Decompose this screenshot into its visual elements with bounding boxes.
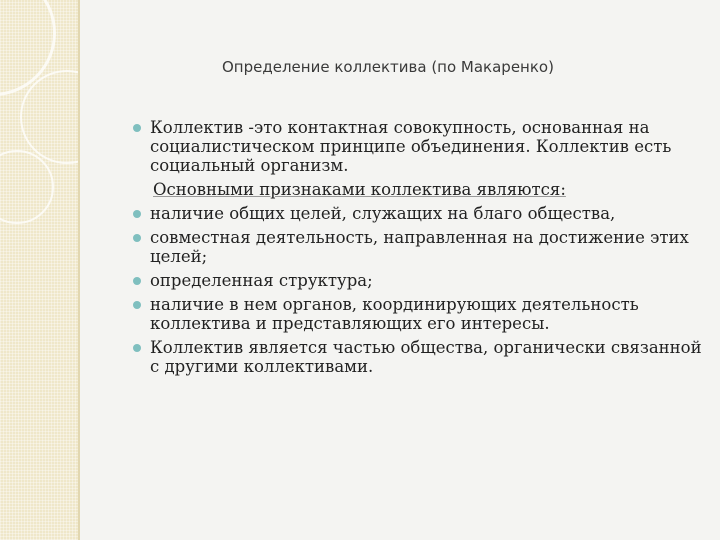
bullet-dot-icon <box>133 210 141 218</box>
bullet-dot-icon <box>133 344 141 352</box>
decorative-side-panel <box>0 0 78 540</box>
bullet-text: наличие общих целей, служащих на благо общества, <box>150 204 616 223</box>
bullet-text: Коллектив является частью общества, органически связанной с другими коллективами. <box>150 338 702 376</box>
features-heading-text: Основными признаками коллектива являются: <box>153 180 566 199</box>
decorative-ring <box>0 150 54 224</box>
bullet-item <box>133 338 703 376</box>
bullet-item <box>133 228 703 266</box>
slide-title: Определение коллектива (по Макаренко) <box>222 58 554 76</box>
bullet-dot-icon <box>133 277 141 285</box>
bullet-text: Коллектив -это контактная совокупность, основанная на социалистическом принципе объединения. Коллектив есть социальный организм. <box>150 118 672 175</box>
bullet-text: совместная деятельность, направленная на достижение этих целей; <box>150 228 689 266</box>
features-heading <box>133 180 703 199</box>
bullet-dot-icon <box>133 124 141 132</box>
bullet-dot-icon <box>133 301 141 309</box>
bullet-dot-icon <box>133 234 141 242</box>
panel-edge <box>78 0 80 540</box>
bullet-text: определенная структура; <box>150 271 373 290</box>
bullet-item <box>133 204 703 223</box>
bullet-item <box>133 118 703 175</box>
slide-body <box>133 118 703 381</box>
bullet-item <box>133 295 703 333</box>
bullet-text: наличие в нем органов, координирующих деятельность коллектива и представляющих его интересы. <box>150 295 639 333</box>
bullet-item <box>133 271 703 290</box>
